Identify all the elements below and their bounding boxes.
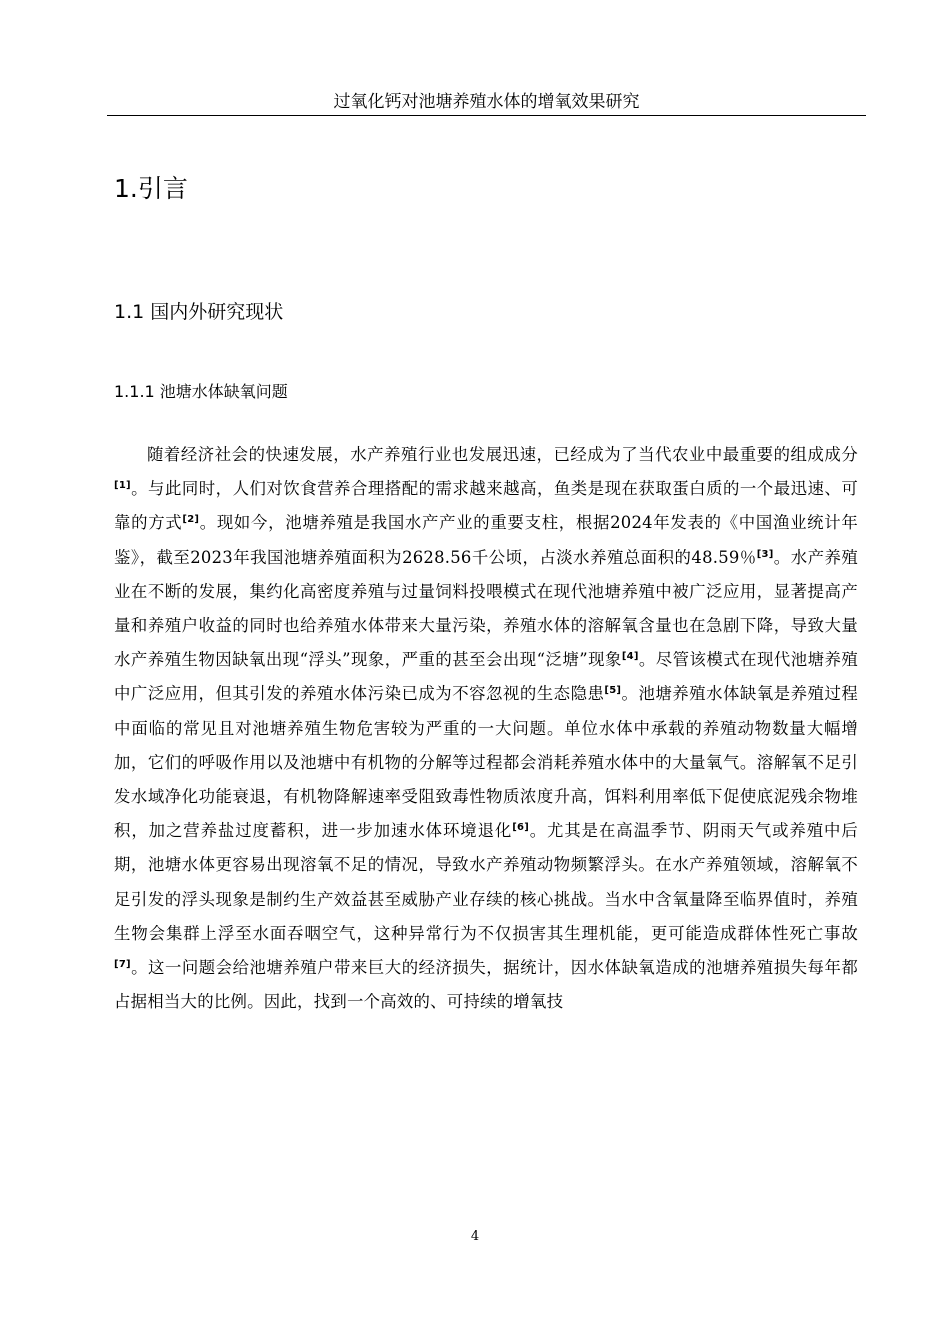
paragraph-text: 。尤其是在高温季节、阴雨天气或养殖中后期，池塘水体更容易出现溶氧不足的情况，导致水产养殖动物频繁浮头。在水产养殖领域，溶解氧不足引发的浮头现象是制约生产效益甚至威胁产业存续的核心挑战。当水中含氧量降至临界值时，养殖生物会集群上浮至水面吞咽空气，这种异常行为不仅损害其生理机能，更可能造成群体性死亡事故 xyxy=(114,821,859,943)
paragraph-text: 。池塘养殖水体缺氧是养殖过程中面临的常见且对池塘养殖生物危害较为严重的一大问题。单位水体中承载的养殖动物数量大幅增加，它们的呼吸作用以及池塘中有机物的分解等过程都会消耗养殖水体中的大量氧气。溶解氧不足引发水域净化功能衰退，有机物降解速率受阻致毒性物质浓度升高，饵料利用率低下促使底泥残余物堆积，加之营养盐过度蓄积，进一步加速水体环境退化 xyxy=(114,684,859,841)
paragraph-text: 。与此同时，人们对饮食营养合理搭配的需求越来越高，鱼类是现在获取蛋白质的一个最迅速、可靠的方式 xyxy=(114,479,858,533)
page-number: 4 xyxy=(470,1229,480,1244)
citation-ref: [2] xyxy=(182,514,200,526)
header-divider xyxy=(107,115,866,116)
chapter-heading: 1.引言 xyxy=(114,174,188,203)
citation-ref: [4] xyxy=(621,651,639,663)
paragraph-text: 。尽管该模式在现代池塘养殖中广泛应用，但其引发的养殖水体污染已成为不容忽视的生态隐患 xyxy=(114,650,858,704)
subsection-heading: 1.1.1 池塘水体缺氧问题 xyxy=(114,382,288,401)
citation-ref: [5] xyxy=(604,685,622,697)
citation-ref: [3] xyxy=(756,548,774,560)
paragraph-text: 随着经济社会的快速发展，水产养殖行业也发展迅速，已经成为了当代农业中最重要的组成成分 xyxy=(147,445,858,464)
citation-ref: [7] xyxy=(114,959,131,971)
section-heading: 1.1 国内外研究现状 xyxy=(114,301,284,323)
citation-ref: [1] xyxy=(114,480,131,492)
paragraph-text: 。现如今，池塘养殖是我国水产产业的重要支柱，根据2024年发表的《中国渔业统计年鉴》，截至2023年我国池塘养殖面积为2628.56千公顷，占淡水养殖总面积的48.59％ xyxy=(114,513,859,567)
body-paragraph xyxy=(114,438,858,1019)
paragraph-text: 。这一问题会给池塘养殖户带来巨大的经济损失，据统计，因水体缺氧造成的池塘养殖损失每年都占据相当大的比例。因此，找到一个高效的、可持续的增氧技 xyxy=(114,958,858,1012)
paragraph-text: 。水产养殖业在不断的发展，集约化高密度养殖与过量饲料投喂模式在现代池塘养殖中被广泛应用，显著提高产量和养殖户收益的同时也给养殖水体带来大量污染，养殖水体的溶解氧含量也在急剧下降，导致大量水产养殖生物因缺氧出现“浮头”现象，严重的甚至会出现“泛塘”现象 xyxy=(114,547,859,670)
running-header: 过氧化钙对池塘养殖水体的增氧效果研究 xyxy=(333,92,640,112)
citation-ref: [6] xyxy=(512,822,530,834)
